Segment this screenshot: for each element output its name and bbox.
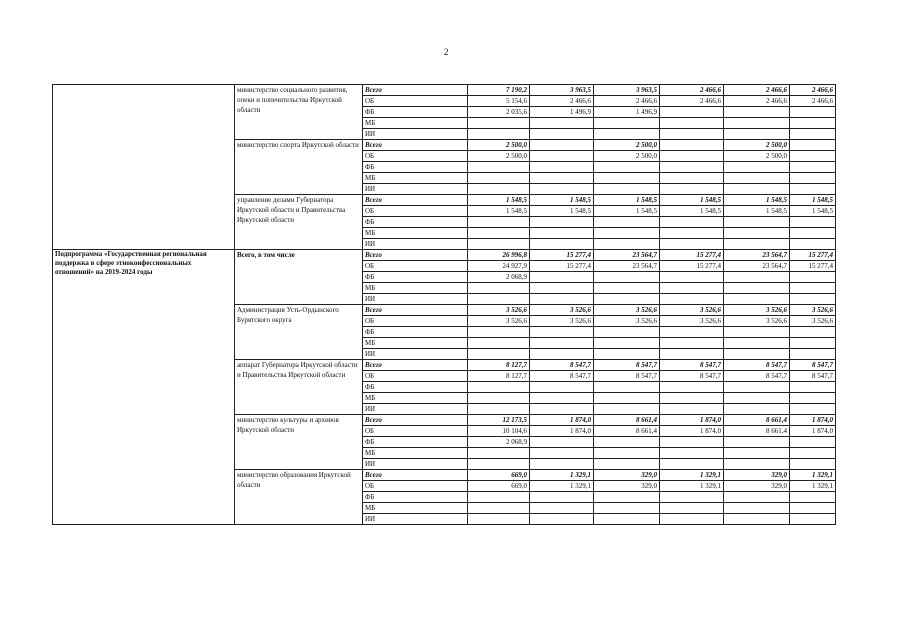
amount-cell: 1 548,5 <box>790 206 836 217</box>
funding-source-cell: ФБ <box>363 382 468 393</box>
amount-cell: 1 548,5 <box>724 195 790 206</box>
amount-cell <box>594 228 660 239</box>
funding-source-cell: Всего <box>363 140 468 151</box>
amount-cell <box>790 129 836 140</box>
amount-cell <box>530 448 594 459</box>
amount-cell <box>594 184 660 195</box>
amount-cell <box>790 107 836 118</box>
amount-cell <box>724 338 790 349</box>
amount-cell <box>468 404 530 415</box>
amount-cell: 7 190,2 <box>468 85 530 96</box>
amount-cell <box>790 404 836 415</box>
amount-cell <box>724 118 790 129</box>
amount-cell <box>530 118 594 129</box>
amount-cell <box>660 437 724 448</box>
amount-cell: 2 500,0 <box>594 140 660 151</box>
funding-source-cell: Всего <box>363 195 468 206</box>
amount-cell: 1 329,1 <box>790 481 836 492</box>
table-row <box>53 250 836 261</box>
amount-cell <box>660 184 724 195</box>
table-row <box>53 85 836 96</box>
amount-cell: 669,0 <box>468 470 530 481</box>
amount-cell <box>530 129 594 140</box>
amount-cell <box>594 349 660 360</box>
amount-cell <box>594 173 660 184</box>
amount-cell: 8 661,4 <box>724 426 790 437</box>
amount-cell <box>594 327 660 338</box>
amount-cell <box>530 228 594 239</box>
amount-cell <box>724 349 790 360</box>
amount-cell <box>724 184 790 195</box>
amount-cell <box>790 448 836 459</box>
amount-cell: 1 548,5 <box>660 206 724 217</box>
amount-cell: 8 127,7 <box>468 371 530 382</box>
amount-cell <box>530 327 594 338</box>
amount-cell <box>790 327 836 338</box>
amount-cell <box>790 492 836 503</box>
amount-cell: 1 548,5 <box>594 195 660 206</box>
amount-cell: 23 564,7 <box>594 261 660 272</box>
amount-cell: 12 173,5 <box>468 415 530 426</box>
amount-cell: 3 526,6 <box>468 316 530 327</box>
amount-cell: 329,0 <box>724 470 790 481</box>
amount-cell: 8 547,7 <box>790 371 836 382</box>
amount-cell <box>660 503 724 514</box>
amount-cell: 3 526,6 <box>530 316 594 327</box>
organization-cell: министерство культуры и архивов Иркутской области <box>235 415 363 470</box>
amount-cell: 2 466,6 <box>660 85 724 96</box>
amount-cell: 1 329,1 <box>790 470 836 481</box>
funding-source-cell: МБ <box>363 283 468 294</box>
budget-table-body <box>53 85 836 525</box>
funding-source-cell: МБ <box>363 503 468 514</box>
amount-cell: 2 466,6 <box>724 85 790 96</box>
amount-cell <box>468 327 530 338</box>
amount-cell: 1 874,0 <box>530 426 594 437</box>
amount-cell <box>724 393 790 404</box>
funding-source-cell: МБ <box>363 338 468 349</box>
amount-cell <box>468 162 530 173</box>
amount-cell <box>530 503 594 514</box>
amount-cell: 8 547,7 <box>594 360 660 371</box>
funding-source-cell: ОБ <box>363 96 468 107</box>
amount-cell <box>530 272 594 283</box>
amount-cell <box>468 459 530 470</box>
amount-cell <box>724 459 790 470</box>
amount-cell: 8 547,7 <box>724 360 790 371</box>
amount-cell <box>660 107 724 118</box>
amount-cell: 2 466,6 <box>660 96 724 107</box>
amount-cell <box>790 437 836 448</box>
funding-source-cell: Всего <box>363 85 468 96</box>
amount-cell <box>790 283 836 294</box>
amount-cell <box>660 272 724 283</box>
amount-cell <box>468 118 530 129</box>
organization-cell: управление делами Губернатора Иркутской области и Правительства Иркутской области <box>235 195 363 250</box>
amount-cell <box>790 173 836 184</box>
amount-cell <box>660 217 724 228</box>
amount-cell <box>790 338 836 349</box>
funding-source-cell: Всего <box>363 470 468 481</box>
amount-cell <box>530 514 594 525</box>
amount-cell <box>594 459 660 470</box>
amount-cell <box>724 404 790 415</box>
amount-cell <box>468 382 530 393</box>
amount-cell: 329,0 <box>724 481 790 492</box>
amount-cell <box>530 393 594 404</box>
funding-source-cell: ОБ <box>363 261 468 272</box>
amount-cell: 15 277,4 <box>790 250 836 261</box>
amount-cell <box>468 492 530 503</box>
funding-source-cell: МБ <box>363 173 468 184</box>
amount-cell <box>724 272 790 283</box>
amount-cell <box>530 140 594 151</box>
amount-cell <box>530 162 594 173</box>
amount-cell <box>530 217 594 228</box>
amount-cell <box>660 349 724 360</box>
amount-cell <box>660 162 724 173</box>
amount-cell: 1 548,5 <box>468 195 530 206</box>
amount-cell <box>530 239 594 250</box>
funding-source-cell: ИИ <box>363 404 468 415</box>
amount-cell: 3 526,6 <box>594 305 660 316</box>
budget-table <box>52 84 836 525</box>
amount-cell <box>530 294 594 305</box>
amount-cell: 1 548,5 <box>530 195 594 206</box>
amount-cell <box>530 173 594 184</box>
funding-source-cell: ОБ <box>363 481 468 492</box>
funding-source-cell: Всего <box>363 360 468 371</box>
amount-cell <box>594 514 660 525</box>
amount-cell: 2 068,9 <box>468 437 530 448</box>
organization-cell: министерство образования Иркутской области <box>235 470 363 525</box>
amount-cell: 1 548,5 <box>660 195 724 206</box>
amount-cell: 3 526,6 <box>724 316 790 327</box>
amount-cell <box>724 492 790 503</box>
amount-cell: 1 548,5 <box>530 206 594 217</box>
amount-cell: 329,0 <box>594 470 660 481</box>
amount-cell: 24 927,9 <box>468 261 530 272</box>
amount-cell <box>790 272 836 283</box>
funding-source-cell: ИИ <box>363 349 468 360</box>
amount-cell <box>660 129 724 140</box>
funding-source-cell: ОБ <box>363 426 468 437</box>
amount-cell <box>724 173 790 184</box>
amount-cell: 1 329,1 <box>660 481 724 492</box>
amount-cell <box>660 283 724 294</box>
amount-cell <box>724 503 790 514</box>
amount-cell: 1 874,0 <box>530 415 594 426</box>
amount-cell <box>790 151 836 162</box>
amount-cell: 15 277,4 <box>660 250 724 261</box>
amount-cell <box>468 503 530 514</box>
amount-cell <box>594 283 660 294</box>
amount-cell <box>790 382 836 393</box>
page-number: 2 <box>444 47 449 57</box>
organization-cell: Администрация Усть-Ордынского Бурятского округа <box>235 305 363 360</box>
amount-cell: 8 547,7 <box>530 371 594 382</box>
amount-cell: 2 500,0 <box>468 140 530 151</box>
amount-cell: 3 963,5 <box>530 85 594 96</box>
amount-cell <box>594 393 660 404</box>
amount-cell: 3 526,6 <box>594 316 660 327</box>
amount-cell <box>724 514 790 525</box>
amount-cell <box>594 129 660 140</box>
program-cell: Подпрограмма «Государственная региональная поддержка в сфере этноконфессиональных отношений» на 2019-2024 годы <box>53 250 235 525</box>
organization-cell: Всего, в том числе <box>235 250 363 305</box>
amount-cell <box>594 272 660 283</box>
amount-cell <box>660 448 724 459</box>
amount-cell <box>468 448 530 459</box>
amount-cell <box>660 173 724 184</box>
funding-source-cell: ФБ <box>363 107 468 118</box>
amount-cell <box>594 118 660 129</box>
funding-source-cell: ОБ <box>363 371 468 382</box>
funding-source-cell: МБ <box>363 393 468 404</box>
amount-cell <box>530 404 594 415</box>
amount-cell <box>660 393 724 404</box>
amount-cell <box>594 162 660 173</box>
amount-cell: 8 547,7 <box>790 360 836 371</box>
amount-cell: 2 466,6 <box>530 96 594 107</box>
funding-source-cell: ИИ <box>363 514 468 525</box>
amount-cell <box>530 338 594 349</box>
amount-cell: 329,0 <box>594 481 660 492</box>
amount-cell <box>790 393 836 404</box>
amount-cell <box>594 217 660 228</box>
amount-cell <box>724 162 790 173</box>
funding-source-cell: ОБ <box>363 206 468 217</box>
organization-cell: министерство социального развития, опеки и попечительства Иркутской области <box>235 85 363 140</box>
amount-cell: 2 466,6 <box>594 96 660 107</box>
funding-source-cell: ИИ <box>363 294 468 305</box>
amount-cell <box>594 492 660 503</box>
amount-cell <box>724 294 790 305</box>
amount-cell <box>594 448 660 459</box>
funding-source-cell: ФБ <box>363 217 468 228</box>
amount-cell: 2 035,6 <box>468 107 530 118</box>
amount-cell <box>468 228 530 239</box>
amount-cell: 1 496,9 <box>530 107 594 118</box>
amount-cell: 2 500,0 <box>468 151 530 162</box>
amount-cell: 1 548,5 <box>724 206 790 217</box>
amount-cell: 1 874,0 <box>790 426 836 437</box>
funding-source-cell: ИИ <box>363 459 468 470</box>
amount-cell: 5 154,6 <box>468 96 530 107</box>
amount-cell <box>660 239 724 250</box>
amount-cell <box>724 217 790 228</box>
amount-cell <box>790 162 836 173</box>
amount-cell <box>468 514 530 525</box>
amount-cell: 8 661,4 <box>594 426 660 437</box>
funding-source-cell: МБ <box>363 448 468 459</box>
amount-cell <box>790 294 836 305</box>
amount-cell: 23 564,7 <box>594 250 660 261</box>
funding-source-cell: Всего <box>363 250 468 261</box>
funding-source-cell: ОБ <box>363 316 468 327</box>
amount-cell: 2 500,0 <box>724 140 790 151</box>
funding-source-cell: ФБ <box>363 162 468 173</box>
amount-cell: 10 104,6 <box>468 426 530 437</box>
amount-cell <box>530 382 594 393</box>
funding-source-cell: ФБ <box>363 437 468 448</box>
amount-cell <box>530 459 594 470</box>
amount-cell <box>468 239 530 250</box>
amount-cell: 8 547,7 <box>660 371 724 382</box>
amount-cell <box>660 294 724 305</box>
amount-cell: 15 277,4 <box>790 261 836 272</box>
amount-cell <box>594 503 660 514</box>
amount-cell <box>790 503 836 514</box>
amount-cell: 15 277,4 <box>660 261 724 272</box>
amount-cell: 1 548,5 <box>468 206 530 217</box>
amount-cell <box>530 492 594 503</box>
amount-cell <box>468 393 530 404</box>
amount-cell: 26 996,8 <box>468 250 530 261</box>
funding-source-cell: ОБ <box>363 151 468 162</box>
amount-cell <box>724 382 790 393</box>
amount-cell: 2 500,0 <box>724 151 790 162</box>
amount-cell <box>790 239 836 250</box>
amount-cell <box>790 228 836 239</box>
amount-cell <box>660 338 724 349</box>
amount-cell <box>660 404 724 415</box>
amount-cell: 3 526,6 <box>530 305 594 316</box>
amount-cell <box>468 294 530 305</box>
amount-cell <box>724 448 790 459</box>
amount-cell: 3 526,6 <box>724 305 790 316</box>
amount-cell <box>790 184 836 195</box>
amount-cell: 8 547,7 <box>660 360 724 371</box>
amount-cell: 3 526,6 <box>790 305 836 316</box>
organization-cell: аппарат Губернатора Иркутской области и Правительства Иркутской области <box>235 360 363 415</box>
funding-source-cell: ИИ <box>363 184 468 195</box>
amount-cell <box>468 349 530 360</box>
amount-cell: 2 466,6 <box>724 96 790 107</box>
amount-cell <box>660 228 724 239</box>
program-cell <box>53 85 235 250</box>
funding-source-cell: МБ <box>363 228 468 239</box>
amount-cell <box>660 459 724 470</box>
amount-cell <box>790 349 836 360</box>
funding-source-cell: ФБ <box>363 492 468 503</box>
amount-cell: 8 661,4 <box>594 415 660 426</box>
amount-cell: 1 874,0 <box>660 415 724 426</box>
amount-cell <box>790 217 836 228</box>
amount-cell <box>468 173 530 184</box>
amount-cell <box>724 239 790 250</box>
amount-cell <box>660 140 724 151</box>
funding-source-cell: ФБ <box>363 272 468 283</box>
amount-cell <box>660 514 724 525</box>
amount-cell: 1 548,5 <box>594 206 660 217</box>
amount-cell: 23 564,7 <box>724 250 790 261</box>
amount-cell: 1 548,5 <box>790 195 836 206</box>
amount-cell: 1 329,1 <box>530 481 594 492</box>
amount-cell <box>724 107 790 118</box>
amount-cell <box>660 492 724 503</box>
amount-cell <box>530 437 594 448</box>
amount-cell <box>724 437 790 448</box>
amount-cell: 3 526,6 <box>468 305 530 316</box>
amount-cell <box>594 239 660 250</box>
amount-cell: 23 564,7 <box>724 261 790 272</box>
amount-cell: 8 547,7 <box>530 360 594 371</box>
amount-cell: 1 496,9 <box>594 107 660 118</box>
amount-cell <box>594 294 660 305</box>
amount-cell: 8 127,7 <box>468 360 530 371</box>
amount-cell <box>594 437 660 448</box>
funding-source-cell: МБ <box>363 118 468 129</box>
amount-cell <box>468 184 530 195</box>
amount-cell <box>594 382 660 393</box>
amount-cell <box>594 338 660 349</box>
amount-cell <box>660 118 724 129</box>
organization-cell: министерство спорта Иркутской области <box>235 140 363 195</box>
funding-source-cell: ФБ <box>363 327 468 338</box>
amount-cell: 1 874,0 <box>790 415 836 426</box>
amount-cell <box>660 382 724 393</box>
amount-cell: 2 466,6 <box>790 96 836 107</box>
amount-cell: 1 329,1 <box>660 470 724 481</box>
amount-cell <box>530 349 594 360</box>
amount-cell <box>660 151 724 162</box>
amount-cell <box>468 129 530 140</box>
amount-cell: 3 526,6 <box>660 305 724 316</box>
amount-cell <box>724 327 790 338</box>
amount-cell <box>468 217 530 228</box>
amount-cell: 3 963,5 <box>594 85 660 96</box>
amount-cell <box>790 459 836 470</box>
amount-cell <box>530 283 594 294</box>
amount-cell <box>790 118 836 129</box>
amount-cell: 2 500,0 <box>594 151 660 162</box>
amount-cell <box>594 404 660 415</box>
amount-cell <box>724 283 790 294</box>
amount-cell <box>660 327 724 338</box>
amount-cell <box>790 140 836 151</box>
amount-cell: 15 277,4 <box>530 250 594 261</box>
amount-cell: 2 068,9 <box>468 272 530 283</box>
amount-cell: 2 466,6 <box>790 85 836 96</box>
amount-cell <box>468 338 530 349</box>
funding-source-cell: Всего <box>363 415 468 426</box>
funding-source-cell: ИИ <box>363 129 468 140</box>
amount-cell <box>530 151 594 162</box>
amount-cell: 3 526,6 <box>790 316 836 327</box>
amount-cell: 3 526,6 <box>660 316 724 327</box>
amount-cell: 15 277,4 <box>530 261 594 272</box>
funding-source-cell: Всего <box>363 305 468 316</box>
funding-source-cell: ИИ <box>363 239 468 250</box>
amount-cell: 669,0 <box>468 481 530 492</box>
amount-cell: 1 329,1 <box>530 470 594 481</box>
amount-cell: 8 547,7 <box>594 371 660 382</box>
amount-cell: 1 874,0 <box>660 426 724 437</box>
amount-cell: 8 661,4 <box>724 415 790 426</box>
amount-cell <box>468 283 530 294</box>
amount-cell <box>790 514 836 525</box>
amount-cell <box>530 184 594 195</box>
amount-cell <box>724 129 790 140</box>
amount-cell <box>724 228 790 239</box>
amount-cell: 8 547,7 <box>724 371 790 382</box>
